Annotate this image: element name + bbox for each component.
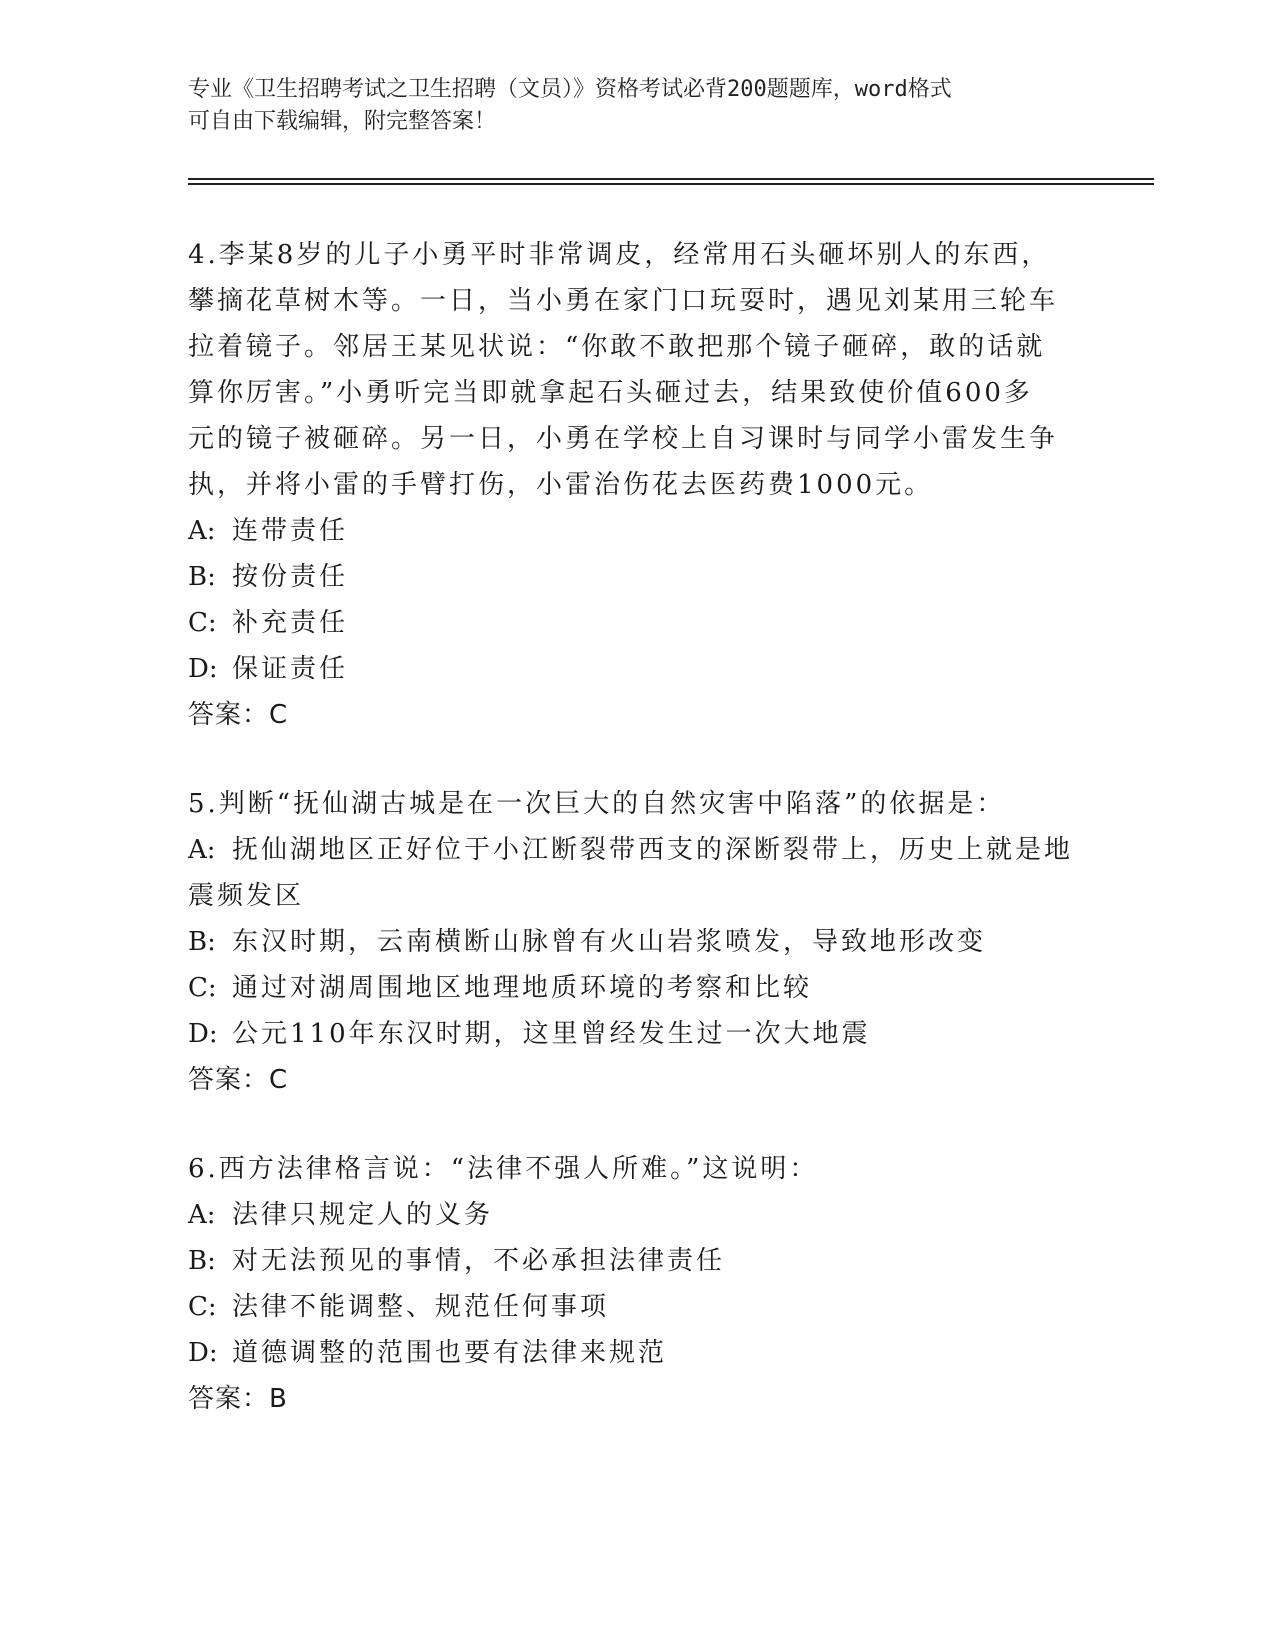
option-a [188,1192,1088,1238]
option-a-continuation: 震频发区 [188,881,305,911]
question-text-line: 攀摘花草树木等。一日，当小勇在家门口玩耍时，遇见刘某用三轮车 [188,286,1059,316]
option-d [188,646,1088,692]
option-key: D: [188,654,218,684]
option-c [188,1284,1088,1330]
option-a [188,827,1088,873]
option-text: 抚仙湖地区正好位于小江断裂带西支的深断裂带上，历史上就是地 [232,835,1074,865]
option-key: B: [188,562,216,592]
option-key: A: [188,1200,216,1230]
answer-line: 答案：B [188,1384,288,1414]
option-key: C: [188,1292,217,1322]
header-line: 可自由下载编辑，附完整答案！ [188,109,497,134]
option-key: D: [188,1019,218,1049]
question-text-line: 5.判断“抚仙湖古城是在一次巨大的自然灾害中陷落”的依据是： [188,789,1006,819]
option-text: 法律只规定人的义务 [232,1200,494,1230]
question-text-line: 拉着镜子。邻居王某见状说：“你敢不敢把那个镜子砸碎，敢的话就 [188,332,1046,362]
option-key: B: [188,927,216,957]
question-text-line: 4.李某8岁的儿子小勇平时非常调皮，经常用石头砸坏别人的东西， [188,240,1051,270]
option-text: 通过对湖周围地区地理地质环境的考察和比较 [232,973,813,1003]
option-key: A: [188,516,216,546]
option-text: 法律不能调整、规范任何事项 [232,1292,610,1322]
option-key: D: [188,1338,218,1368]
option-text: 东汉时期，云南横断山脉曾有火山岩浆喷发，导致地形改变 [232,927,987,957]
option-text: 公元110年东汉时期，这里曾经发生过一次大地震 [232,1019,871,1049]
option-key: C: [188,973,217,1003]
option-b [188,1238,1088,1284]
header-divider [188,178,1154,185]
option-text: 连带责任 [232,516,349,546]
question-5 [188,781,1088,1103]
question-text-line: 执，并将小雷的手臂打伤，小雷治伤花去医药费1000元。 [188,470,934,500]
question-6 [188,1146,1088,1422]
header-line: 专业《卫生招聘考试之卫生招聘（文员）》资格考试必背200题题库，word格式 [188,77,952,102]
question-4 [188,232,1088,738]
option-text: 补充责任 [232,608,349,638]
option-key: C: [188,608,217,638]
option-c [188,600,1088,646]
option-b [188,554,1088,600]
option-key: A: [188,835,216,865]
option-text: 保证责任 [232,654,349,684]
option-a [188,508,1088,554]
option-d [188,1330,1088,1376]
option-c [188,965,1088,1011]
option-text: 道德调整的范围也要有法律来规范 [232,1338,668,1368]
question-text-line: 元的镜子被砸碎。另一日，小勇在学校上自习课时与同学小雷发生争 [188,424,1059,454]
answer-line: 答案：C [188,1065,289,1095]
option-key: B: [188,1246,216,1276]
document-header [188,74,1088,138]
option-d [188,1011,1088,1057]
option-b [188,919,1088,965]
question-list [188,232,1088,1465]
question-text-line: 算你厉害。”小勇听完当即就拿起石头砸过去，结果致使价值600多 [188,378,1033,408]
answer-line: 答案：C [188,700,289,730]
option-text: 对无法预见的事情，不必承担法律责任 [232,1246,726,1276]
option-text: 按份责任 [232,562,349,592]
question-text-line: 6.西方法律格言说：“法律不强人所难。”这说明： [188,1154,819,1184]
